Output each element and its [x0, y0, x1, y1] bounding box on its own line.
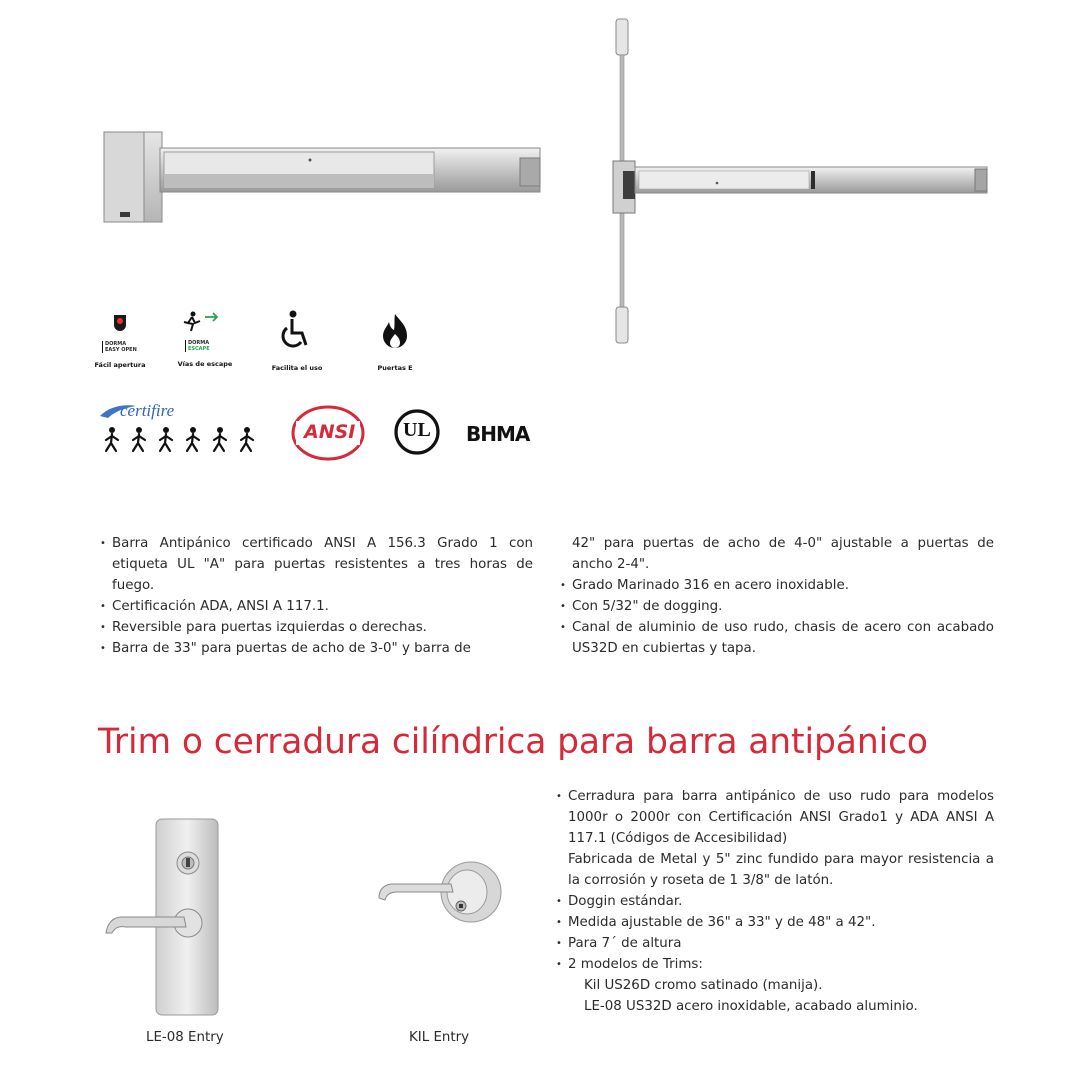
- list-item: • 2 modelos de Trims:: [556, 954, 994, 975]
- left-spec-list: [100, 533, 533, 659]
- list-item: Kil US26D cromo satinado (manija).: [584, 978, 823, 993]
- list-item: Fabricada de Metal y 5" zinc fundido para mayor resistencia a la corrosión y roseta de 1 3/8" de latón.: [568, 852, 994, 888]
- flame-icon: [355, 312, 435, 356]
- ul-logo: UL: [393, 408, 441, 456]
- feature-label: Puertas E: [377, 364, 413, 372]
- feature-label: Facilita el uso: [271, 364, 323, 372]
- dorma-easy-open-tag: DORMA EASY OPEN: [102, 341, 137, 353]
- feature-accessibility: [257, 310, 337, 372]
- list-item: • Doggin estándar.: [556, 891, 994, 912]
- ansi-logo: ANSI: [290, 404, 366, 462]
- section-title: Trim o cerradura cilíndrica para barra antipánico: [98, 722, 928, 762]
- list-item: • Barra de 33" para puertas de acho de 3-0" y barra de: [100, 638, 533, 659]
- trim-spec-list: [556, 786, 994, 1017]
- le08-caption: LE-08 Entry: [146, 1030, 224, 1045]
- panic-bar-image: [100, 128, 545, 228]
- kil-caption: KIL Entry: [409, 1030, 470, 1045]
- kil-trim-image: [375, 858, 505, 928]
- list-item: • Certificación ADA, ANSI A 117.1.: [100, 596, 533, 617]
- list-item: • Cerradura para barra antipánico de uso rudo para modelos 1000r o 2000r con Certificación ANSI Grado1 y ADA ANSI A 117.1 (Códigos de Accesibilidad): [556, 786, 994, 849]
- feature-label: Vías de escape: [177, 360, 233, 368]
- list-item: • Barra Antipánico certificado ANSI A 156.3 Grado 1 con etiqueta UL "A" para puertas resistentes a tres horas de fuego.: [100, 533, 533, 596]
- list-item: • Con 5/32" de dogging.: [560, 596, 994, 617]
- list-item: LE-08 US32D acero inoxidable, acabado aluminio.: [584, 999, 918, 1014]
- bhma-logo: BHMA: [466, 422, 530, 446]
- red-dot-shield-icon: [80, 313, 160, 333]
- wheelchair-icon: [257, 310, 337, 356]
- feature-escape: [165, 310, 245, 368]
- list-item: • Reversible para puertas izquierdas o derechas.: [100, 617, 533, 638]
- feature-easy-open: [80, 313, 160, 369]
- list-item: • Medida ajustable de 36" a 33" y de 48" a 42".: [556, 912, 994, 933]
- list-item: • Grado Marinado 316 en acero inoxidable.: [560, 575, 994, 596]
- list-item: 42" para puertas de acho de 4-0" ajustable a puertas de ancho 2-4".: [572, 536, 994, 572]
- vertical-rod-panic-bar-image: [605, 15, 1000, 350]
- feature-label: Fácil apertura: [94, 361, 146, 369]
- feature-fire: [355, 312, 435, 372]
- certifire-logo: certifire: [98, 400, 273, 458]
- running-man-arrow-icon: [165, 310, 245, 334]
- dorma-escape-tag: DORMA ESCAPE: [185, 340, 210, 352]
- list-item: • Para 7´ de altura: [556, 933, 994, 954]
- walking-people-icon: [98, 426, 273, 456]
- list-item: • Canal de aluminio de uso rudo, chasis de acero con acabado US32D en cubiertas y tapa.: [560, 617, 994, 659]
- le08-trim-image: [100, 815, 225, 1020]
- right-spec-list: [560, 533, 994, 659]
